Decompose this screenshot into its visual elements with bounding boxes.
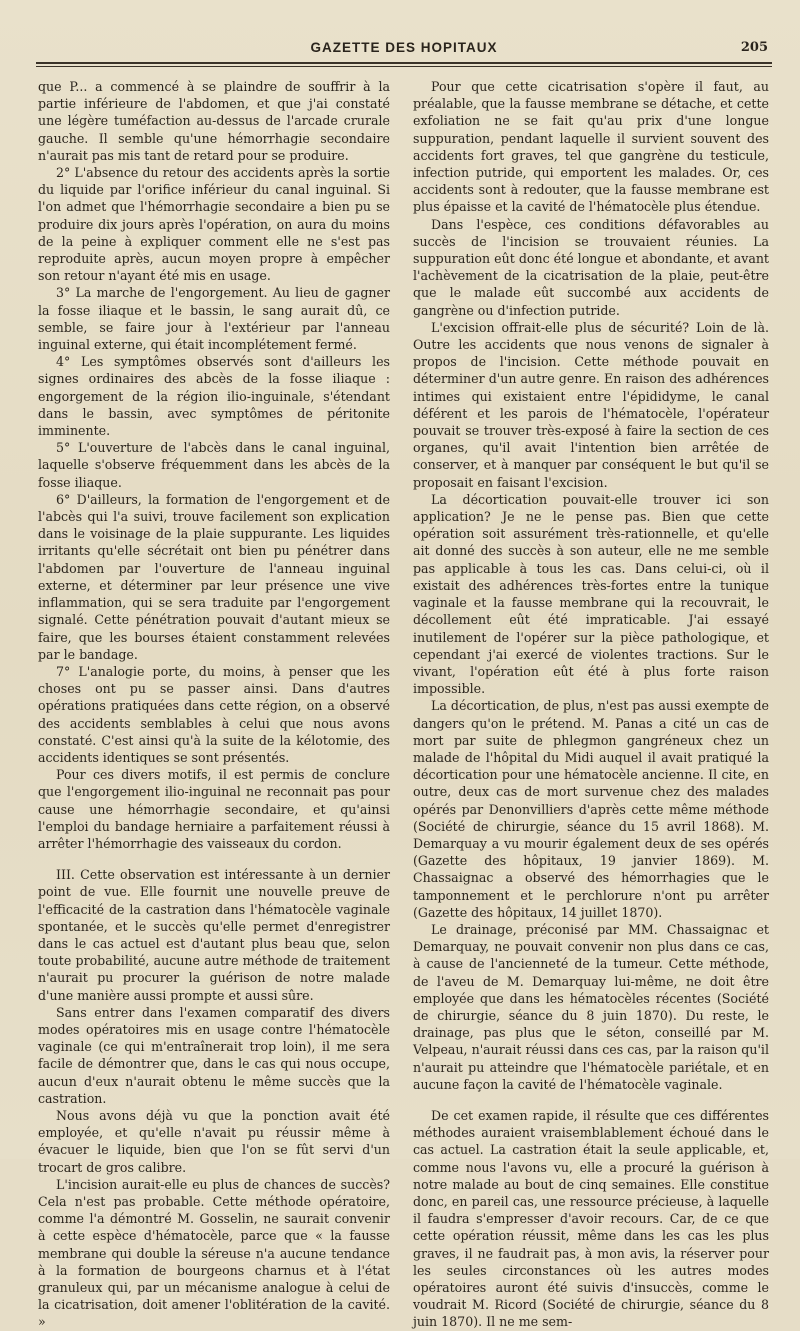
paragraph: 5° L'ouverture de l'abcès dans le canal inguinal, laquelle s'observe fréquemment dans les abcès de la fosse iliaque. [38,440,390,490]
paragraph: L'incision aurait-elle eu plus de chances de succès? Cela n'est pas probable. Cette méthode opératoire, comme l'a démontré M. Gosselin, ne saurait convenir à cette espèce d'hématocèle, parce que « la fausse membrane qui double la séreuse n'a aucune tendance à la formation de bourgeons charnus et à l'état granuleux qui, par un mécanisme analogue à celui de la cicatrisation, doit amener l'oblitération de la cavité. » [38,1176,390,1330]
paragraph: La décortication pouvait-elle trouver ici son application? Je ne le pense pas. Bien que cette opération soit assurément très-rationnelle, et qu'elle ait donné des succès à son auteur, elle ne me semble pas applicable à tous les cas. Dans celui-ci, où il existait des adhérences très-fortes entre la tunique vaginale et la fausse membrane qui la recouvrait, le décollement eût été impraticable. J'ai essayé inutilement de l'opérer sur la pièce pathologique, et cependant j'ai exercé de violentes tractions. Sur le vivant, l'opération eût été à plus forte raison impossible. [413,491,769,697]
paragraph: La décortication, de plus, n'est pas aussi exempte de dangers qu'on le prétend. M. Panas a cité un cas de mort par suite de phlegmon gangréneux chez un malade de l'hôpital du Midi auquel il avait pratiqué la décortication pour une hématocèle ancienne. Il cite, en outre, deux cas de mort survenue chez des malades opérés par Denonvilliers d'après cette même méthode (Société de chirurgie, séance du 15 avril 1868). M. Demarquay a vu mourir également deux de ses opérés (Gazette des hôpitaux, 19 janvier 1869). M. Chassaignac a observé des hémorrhagies que le tamponnement et le perchlorure n'ont pu arrêter (Gazette des hôpitaux, 14 juillet 1870). [413,698,769,920]
paragraph: Le drainage, préconisé par MM. Chassaignac et Demarquay, ne pouvait convenir non plus dans ce cas, à cause de l'ancienneté de la tumeur. Cette méthode, de l'aveu de M. Demarquay lui-même, ne doit être employée que dans les hématocèles récentes (Société de chirurgie, séance du 8 juin 1870). Du reste, le drainage, pas plus que le séton, conseillé par M. Velpeau, n'aurait réussi dans ces cas, par la raison qu'il n'aurait pu atteindre que l'hématocèle pariétale, et en aucune façon la cavité de l'hématocèle vaginale. [413,921,769,1092]
running-title: GAZETTE DES HOPITAUX [310,40,498,55]
paragraph: Pour que cette cicatrisation s'opère il faut, au préalable, que la fausse membrane se détache, et cette exfoliation ne se fait qu'au prix d'une longue suppuration, pendant laquelle il survient souvent des accidents fort graves, tel que gangrène du testicule, infection putride, qui emportent les malades. Or, ces accidents sont à redouter, que la fausse membrane est plus épaisse et la cavité de l'hématocèle plus étendue. [413,79,769,215]
paragraph: 6° D'ailleurs, la formation de l'engorgement et de l'abcès qui l'a suivi, trouve facilement son explication dans le voisinage de la plaie suppurante. Les liquides irritants qu'elle sécrétait ont bien pu pénétrer dans l'abdomen par l'ouverture de l'anneau inguinal externe, et déterminer par leur présence une vive inflammation, qui se sera traduite par l'engorgement signalé. Cette pénétration pouvait d'autant mieux se faire, que les bourses étaient constamment relevées par le bandage. [38,491,390,662]
paragraph: Nous avons déjà vu que la ponction avait été employée, et qu'elle n'avait pu réussir même à évacuer le liquide, bien que l'on se fût servi d'un trocart de gros calibre. [38,1107,390,1175]
paragraph: Pour ces divers motifs, il est permis de conclure que l'engorgement ilio-inguinal ne reconnait pas pour cause une hémorrhagie secondaire, et qu'ainsi l'emploi du bandage herniaire a parfaitement réussi à arrêter l'hémorrhagie des vaisseaux du cordon. [38,767,390,851]
left-column [38,78,390,1331]
paragraph: 3° La marche de l'engorgement. Au lieu de gagner la fosse iliaque et le bassin, le sang aurait dû, ce semble, se faire jour à l'extérieur par l'anneau inguinal externe, qui était incomplétement fermé. [38,285,390,353]
paragraph: 7° L'analogie porte, du moins, à penser que les choses ont pu se passer ainsi. Dans d'autres opérations pratiquées dans cette région, on a observé des accidents semblables à celui que nous avons constaté. C'est ainsi qu'à la suite de la kélotomie, des accidents identiques se sont présentés. [38,663,390,765]
paragraph: que P... a commencé à se plaindre de souffrir à la partie inférieure de l'abdomen, et que j'ai constaté une légère tuméfaction au-dessus de l'arcade crurale gauche. Il semble qu'une hémorrhagie secondaire n'aurait pas mis tant de retard pour se produire. [38,79,390,163]
page-number: 205 [740,40,768,55]
paragraph: Sans entrer dans l'examen comparatif des divers modes opératoires mis en usage contre l'hématocèle vaginale (ce qui m'entraînerait trop loin), il me sera facile de démontrer que, dans le cas qui nous occupe, aucun d'eux n'aurait obtenu le même succès que la castration. [38,1004,390,1106]
paragraph: 2° L'absence du retour des accidents après la sortie du liquide par l'orifice inférieur du canal inguinal. Si l'on admet que l'hémorrhagie secondaire a bien pu se produire dix jours après l'opération, on aura du moins de la peine à expliquer comment elle ne s'est pas reproduite après, aucun moyen propre à empêcher son retour n'ayant été mis en usage. [38,165,390,284]
header-rule-thick [36,62,772,64]
paragraph: L'excision offrait-elle plus de sécurité? Loin de là. Outre les accidents que nous venons de signaler à propos de l'incision. Cette méthode pouvait en déterminer d'un autre genre. En raison des adhérences intimes qui existaient entre l'épididyme, le canal déférent et les parois de l'hématocèle, l'opérateur pouvait se trouver très-exposé à faire la section de ces organes, qu'il avait l'intention bien arrêtée de conserver, et à manquer par conséquent le but qu'il se proposait en faisant l'excision. [413,319,769,490]
header-rule-thin [36,66,772,67]
paragraph: 4° Les symptômes observés sont d'ailleurs les signes ordinaires des abcès de la fosse iliaque : engorgement de la région ilio-inguinale, s'étendant dans le bassin, avec symptômes de péritonite imminente. [38,354,390,439]
right-column [413,78,769,1331]
paragraph: De cet examen rapide, il résulte que ces différentes méthodes auraient vraisemblablement échoué dans le cas actuel. La castration était la seule applicable, et, comme nous l'avons vu, elle a procuré la guérison à notre malade au bout de cinq semaines. Elle constitue donc, en pareil cas, une ressource précieuse, à laquelle il faudra s'empresser d'avoir recours. Car, de ce que cette opération réussit, même dans les cas les plus graves, il ne faudrait pas, à mon avis, la réserver pour les seules circonstances où les autres modes opératoires auront été suivis d'insuccès, comme le voudrait M. Ricord (Société de chirurgie, séance du 8 juin 1870). Il ne me sem- [413,1107,769,1330]
page-header [36,30,772,68]
paragraph: Dans l'espèce, ces conditions défavorables au succès de l'incision se trouvaient réunies. La suppuration eût donc été longue et abondante, et avant l'achèvement de la cicatrisation de la plaie, peut-être que le malade eût succombé aux accidents de gangrène ou d'infection putride. [413,216,769,318]
paragraph: III. Cette observation est intéressante à un dernier point de vue. Elle fournit une nouvelle preuve de l'efficacité de la castration dans l'hématocèle vaginale spontanée, et le succès qu'elle permet d'enregistrer dans le cas actuel est d'autant plus beau que, selon toute probabilité, aucune autre méthode de traitement n'aurait pu procurer la guérison de notre malade d'une manière aussi prompte et aussi sûre. [38,867,390,1003]
